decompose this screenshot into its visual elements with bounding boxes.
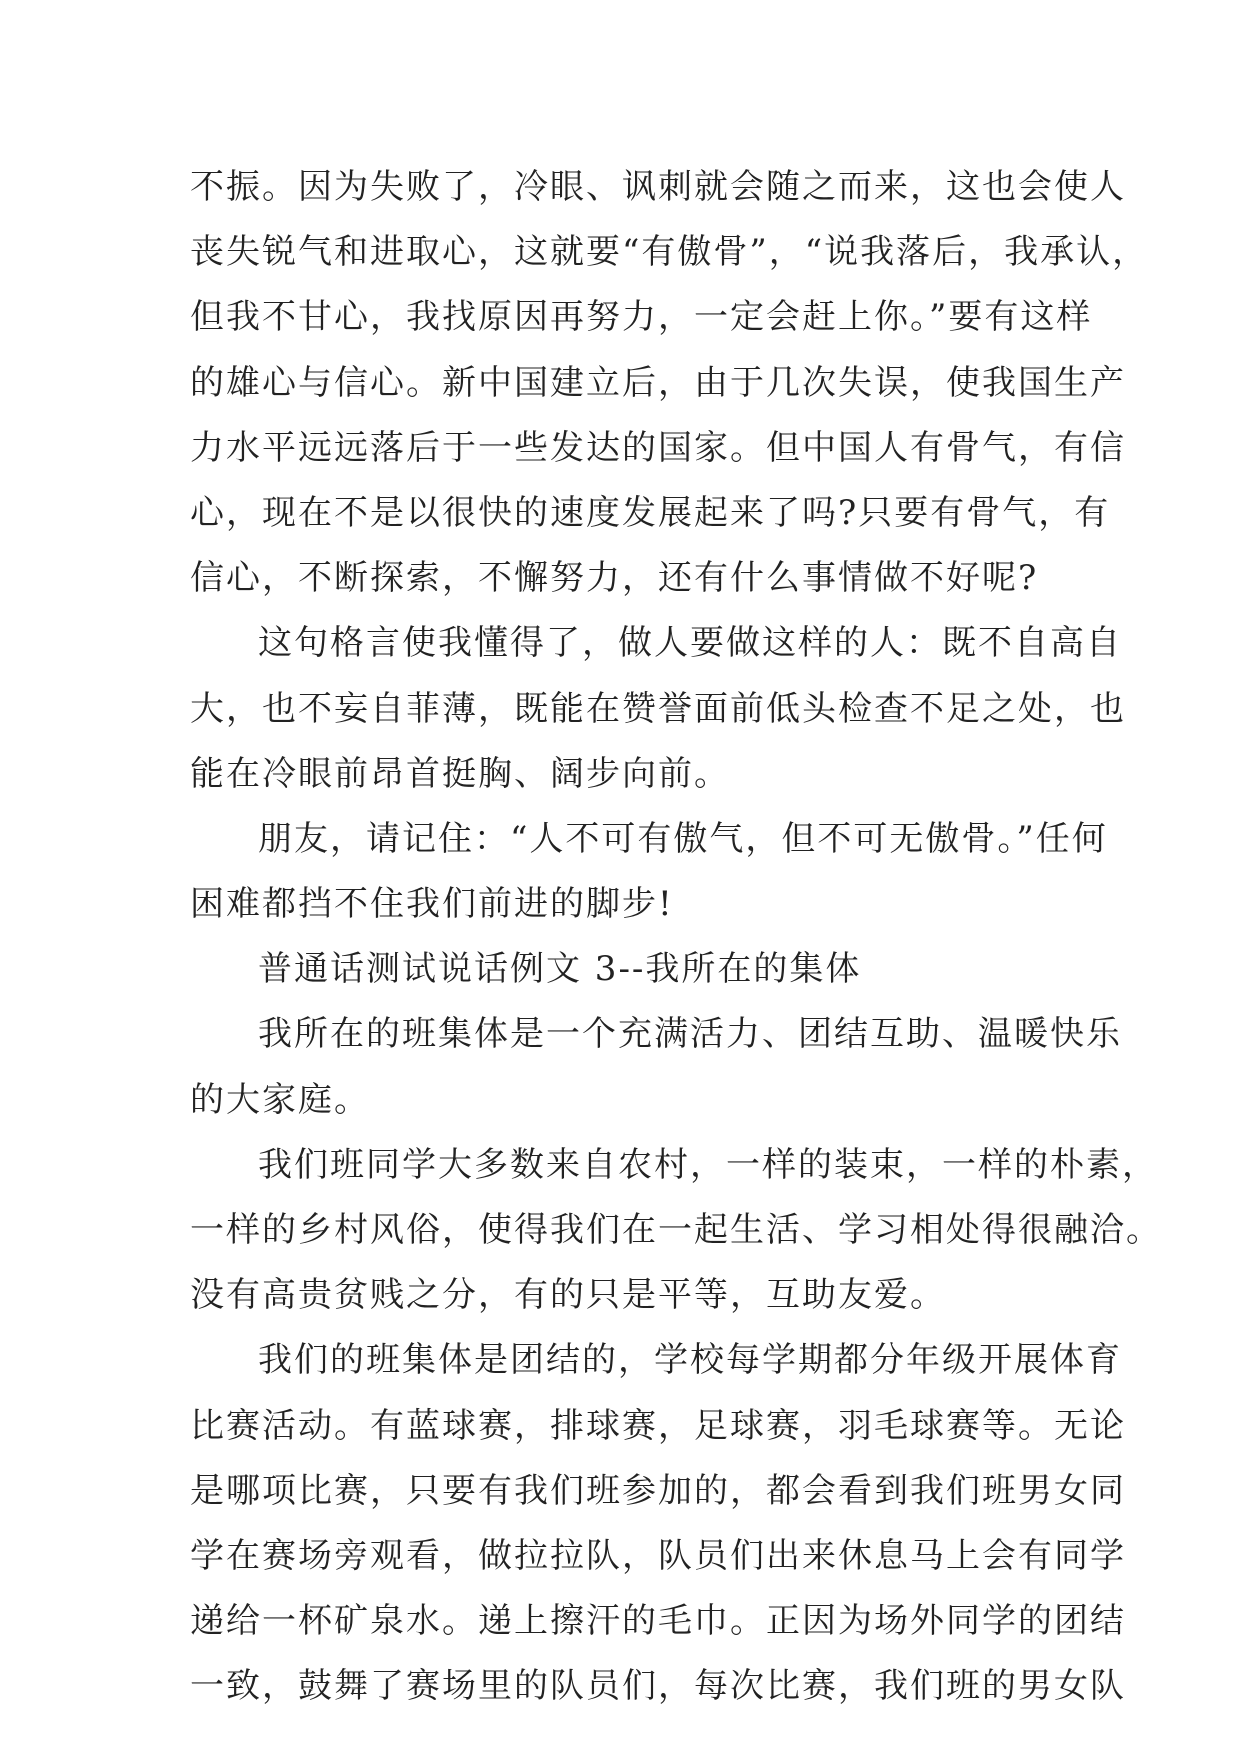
text-line: 困难都挡不住我们前进的脚步! [190, 884, 674, 925]
text-line: 朋友，请记住：“人不可有傲气，但不可无傲骨。”任何 [258, 818, 1108, 859]
text-line: 是哪项比赛，只要有我们班参加的，都会看到我们班男女同 [190, 1470, 1126, 1511]
text-line: 但我不甘心，我找原因再努力，一定会赶上你。”要有这样 [190, 297, 1093, 338]
text-line: 这句格言使我懂得了，做人要做这样的人：既不自高自 [258, 623, 1122, 664]
text-line: 比赛活动。有蓝球赛，排球赛，足球赛，羽毛球赛等。无论 [190, 1405, 1126, 1446]
text-line: 信心，不断探索，不懈努力，还有什么事情做不好呢? [190, 558, 1039, 599]
text-line: 大，也不妄自菲薄，既能在赞誉面前低头检查不足之处，也 [190, 688, 1126, 729]
document-body [190, 155, 1162, 1720]
text-line: 我们的班集体是团结的，学校每学期都分年级开展体育 [258, 1340, 1122, 1381]
text-line: 力水平远远落后于一些发达的国家。但中国人有骨气，有信 [190, 427, 1126, 468]
text-line: 心，现在不是以很快的速度发展起来了吗?只要有骨气，有 [190, 492, 1111, 533]
text-line: 不振。因为失败了，冷眼、讽刺就会随之而来，这也会使人 [190, 167, 1126, 207]
text-line: 普通话测试说话例文 3--我所在的集体 [258, 949, 862, 990]
text-line: 一样的乡村风俗，使得我们在一起生活、学习相处得很融洽。 [190, 1210, 1162, 1250]
text-line: 我所在的班集体是一个充满活力、团结互助、温暖快乐 [258, 1014, 1122, 1055]
text-line: 丧失锐气和进取心，这就要“有傲骨”，“说我落后，我承认， [190, 232, 1149, 273]
text-line: 的大家庭。 [190, 1079, 370, 1120]
text-line: 的雄心与信心。新中国建立后，由于几次失误，使我国生产 [190, 362, 1126, 403]
text-line: 我们班同学大多数来自农村，一样的装束，一样的朴素， [258, 1144, 1158, 1185]
text-line: 没有高贵贫贱之分，有的只是平等，互助友爱。 [190, 1275, 946, 1316]
text-line: 一致，鼓舞了赛场里的队员们，每次比赛，我们班的男女队 [190, 1666, 1126, 1707]
text-line: 学在赛场旁观看，做拉拉队，队员们出来休息马上会有同学 [190, 1535, 1126, 1576]
text-line: 递给一杯矿泉水。递上擦汗的毛巾。正因为场外同学的团结 [190, 1601, 1126, 1642]
text-line: 能在冷眼前昂首挺胸、阔步向前。 [190, 753, 730, 794]
